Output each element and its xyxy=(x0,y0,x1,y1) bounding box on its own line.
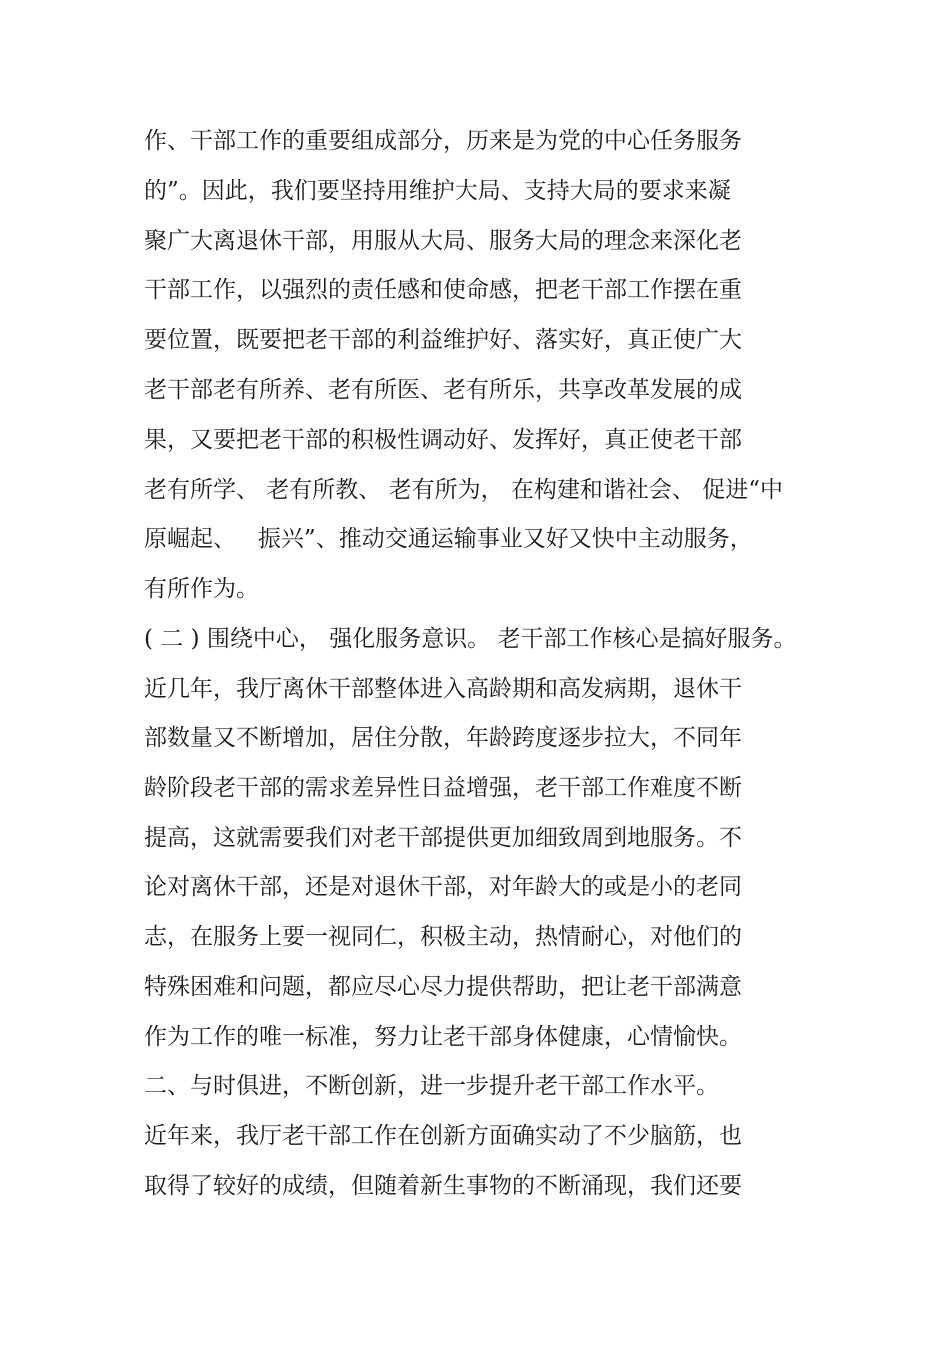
text-line: 提高，这就需要我们对老干部提供更加细致周到地服务。不 xyxy=(144,825,742,851)
text-line: 近几年，我厅离休干部整体进入高龄期和高发病期，退休干 xyxy=(144,676,742,702)
text-line: 论对离休干部，还是对退休干部，对年龄大的或是小的老同 xyxy=(144,874,742,900)
text-line: 的”。因此，我们要坚持用维护大局、支持大局的要求来凝 xyxy=(144,178,731,204)
text-line: 干部工作，以强烈的责任感和使命感，把老干部工作摆在重 xyxy=(144,277,742,303)
text-line: 聚广大离退休干部，用服从大局、服务大局的理念来深化老 xyxy=(144,228,742,254)
text-line: 老干部老有所养、老有所医、老有所乐，共享改革发展的成 xyxy=(144,377,742,403)
text-line: 作为工作的唯一标准，努力让老干部身体健康，心情愉快。 xyxy=(144,1024,742,1050)
text-line: 部数量又不断增加，居住分散，年龄跨度逐步拉大，不同年 xyxy=(144,725,742,751)
text-line: 老有所学、 老有所教、 老有所为， 在构建和谐社会、 促进“中 xyxy=(144,477,784,503)
text-line: 近年来，我厅老干部工作在创新方面确实动了不少脑筋，也 xyxy=(144,1123,742,1149)
text-line: 有所作为。 xyxy=(144,576,259,602)
text-line: 作、干部工作的重要组成部分，历来是为党的中心任务服务 xyxy=(144,128,742,154)
text-line: 特殊困难和问题，都应尽心尽力提供帮助，把让老干部满意 xyxy=(144,974,742,1000)
text-line: 果，又要把老干部的积极性调动好、发挥好，真正使老干部 xyxy=(144,427,742,453)
text-line: 原崛起、 振兴”、推动交通运输事业又好又快中主动服务， xyxy=(144,526,753,552)
text-line: 龄阶段老干部的需求差异性日益增强，老干部工作难度不断 xyxy=(144,775,742,801)
text-line: 取得了较好的成绩，但随着新生事物的不断涌现，我们还要 xyxy=(144,1173,742,1199)
text-line: 要位置，既要把老干部的利益维护好、落实好，真正使广大 xyxy=(144,327,742,353)
text-line: 志，在服务上要一视同仁，积极主动，热情耐心，对他们的 xyxy=(144,924,742,950)
section-heading: ( 二 ) 围绕中心， 强化服务意识。 老干部工作核心是搞好服务。 xyxy=(144,626,797,652)
section-heading: 二、与时俱进，不断创新，进一步提升老干部工作水平。 xyxy=(144,1073,719,1099)
